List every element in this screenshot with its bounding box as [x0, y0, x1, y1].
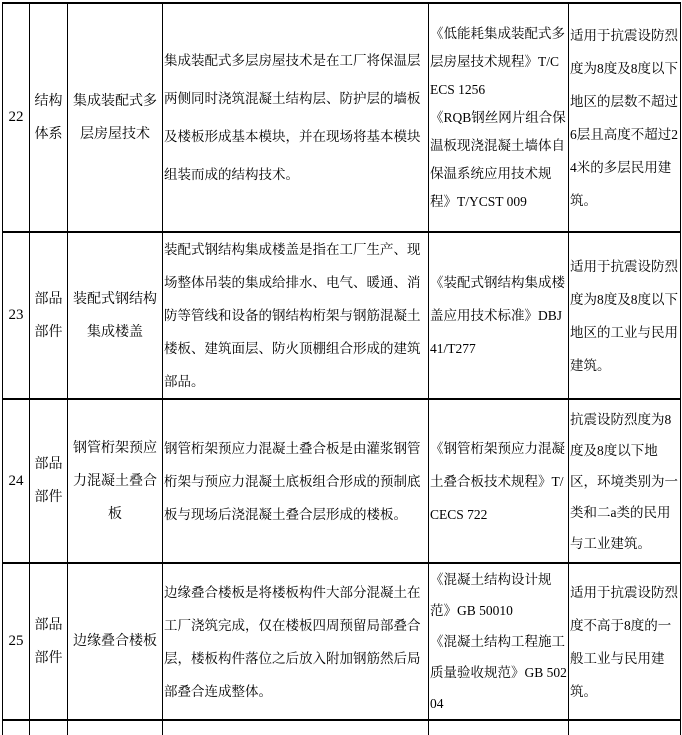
category-cell: 部品部件 [30, 399, 68, 563]
row-number: 25 [3, 563, 30, 720]
standard-item: 《混凝土结构工程施工质量验收规范》GB 50204 [430, 634, 567, 711]
applicability-cell: 适用于抗震设防烈度不高于8度的一般工业与民用建筑。 [569, 563, 681, 720]
description-cell: 集成装配式多层房屋技术是在工厂将保温层两侧同时浇筑混凝土结构层、防护层的墙板及楼板形成基本模块，并在现场将基本模块组装而成的结构技术。 [163, 3, 429, 232]
tech-name-cell: 边缘叠合楼板 [68, 563, 163, 720]
applicability-cell: 适用于抗震设防烈度为8度及8度以下地区的层数不超过6层且高度不超过24米的多层民用建筑。 [569, 3, 681, 232]
description-cell: 钢管桁架预应力混凝土叠合板是由灌浆钢管桁架与预应力混凝土底板组合形成的预制底板与现场后浇混凝土叠合层形成的楼板。 [163, 399, 429, 563]
description-cell: 边缘叠合楼板是将楼板构件大部分混凝土在工厂浇筑完成，仅在楼板四周预留局部叠合层，楼板构件落位之后放入附加钢筋然后局部叠合连成整体。 [163, 563, 429, 720]
applicability-cell: 抗震设防烈度为8度及8度以下地区，环境类别为一类和二a类的民用与工业建筑。 [569, 399, 681, 563]
standards-cell [429, 399, 569, 563]
applicability-cell [569, 720, 681, 735]
standard-item: 《混凝土结构设计规范》GB 50010 [430, 572, 552, 618]
tech-name-cell: 集成装配式多层房屋技术 [68, 3, 163, 232]
table-row [3, 3, 681, 232]
category-cell [30, 720, 68, 735]
table-row [3, 232, 681, 399]
row-number: 24 [3, 399, 30, 563]
row-number [3, 720, 30, 735]
standard-item: 《RQB钢丝网片组合保温板现浇混凝土墙体自保温系统应用技术规程》T/YCST 009 [430, 109, 566, 209]
standard-item: 《低能耗集成装配式多层房屋技术规程》T/CECS 1256 [430, 25, 565, 97]
category-cell: 部品部件 [30, 563, 68, 720]
description-cell: 装配式钢结构集成楼盖是指在工厂生产、现场整体吊装的集成给排水、电气、暖通、消防等管线和设备的钢结构桁架与钢筋混凝土楼板、建筑面层、防火顶棚组合形成的建筑部品。 [163, 232, 429, 399]
standard-item: 《钢管桁架预应力混凝土叠合板技术规程》T/CECS 722 [430, 440, 565, 522]
document-table [2, 2, 681, 735]
table-row-partial [3, 720, 681, 735]
standards-cell [429, 720, 569, 735]
standards-cell [429, 232, 569, 399]
standards-cell [429, 563, 569, 720]
row-number: 23 [3, 232, 30, 399]
tech-name-cell [68, 720, 163, 735]
row-number: 22 [3, 3, 30, 232]
standard-item: 《装配式钢结构集成楼盖应用技术标准》DBJ41/T277 [430, 275, 565, 356]
tech-name-cell: 装配式钢结构集成楼盖 [68, 232, 163, 399]
table-row [3, 563, 681, 720]
description-cell [163, 720, 429, 735]
category-cell: 结构体系 [30, 3, 68, 232]
category-cell: 部品部件 [30, 232, 68, 399]
table-row [3, 399, 681, 563]
applicability-cell: 适用于抗震设防烈度为8度及8度以下地区的工业与民用建筑。 [569, 232, 681, 399]
standards-cell [429, 3, 569, 232]
tech-name-cell: 钢管桁架预应力混凝土叠合板 [68, 399, 163, 563]
